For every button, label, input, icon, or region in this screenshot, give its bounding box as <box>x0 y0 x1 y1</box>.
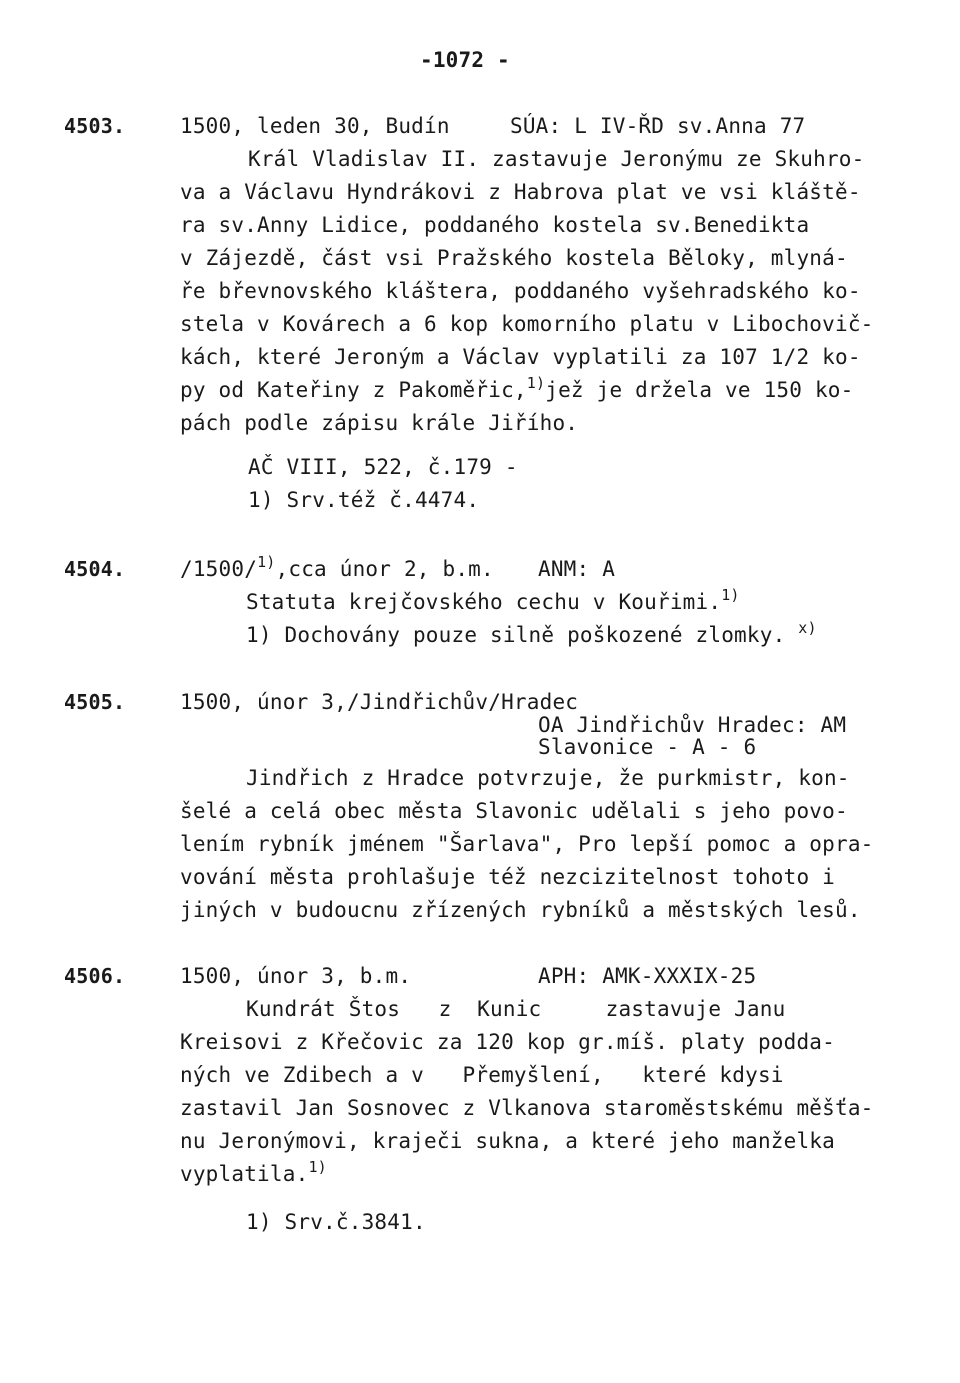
footnote-mark: 1) <box>257 553 276 571</box>
entry-number: 4506. <box>64 964 126 988</box>
entry-text-line-with-footnote <box>246 586 740 621</box>
entry-text: py od Kateřiny z Pakoměřic, <box>180 378 527 402</box>
page-number: -1072 - <box>420 48 510 72</box>
entry-text-line: jiných v budoucnu zřízených rybníků a městských lesů. <box>180 898 861 922</box>
entry-text-line: pách podle zápisu krále Jiřího. <box>180 411 579 435</box>
footnote: 1) Srv.č.3841. <box>246 1210 426 1234</box>
footnote-text: 1) Dochovány pouze silně poškozené zlomky. <box>246 623 786 647</box>
entry-number: 4505. <box>64 690 126 714</box>
entry-heading: 1500, únor 3, b.m. <box>180 964 412 988</box>
footnote: 1) Srv.též č.4474. <box>248 488 480 512</box>
entry-text-line-with-footnote <box>180 374 853 409</box>
entry-heading: 1500, únor 3,/Jindřichův/Hradec <box>180 690 579 714</box>
entry-text-line: lením rybník jménem "Šarlava", Pro lepší pomoc a opra- <box>180 832 874 856</box>
entry-text-line: kách, které Jeroným a Václav vyplatili za 107 1/2 ko- <box>180 345 861 369</box>
footnote <box>246 619 817 654</box>
entry-text: vyplatila. <box>180 1162 309 1186</box>
entry-text-line: ra sv.Anny Lidice, poddaného kostela sv.Benedikta <box>180 213 810 237</box>
entry-text-line: šelé a celá obec města Slavonic udělali s jeho povo- <box>180 799 848 823</box>
footnote-mark: 1) <box>721 586 740 604</box>
entry-text-line: va a Václavu Hyndrákovi z Habrova plat ve vsi kláště- <box>180 180 861 204</box>
entry-text-line: zastavil Jan Sosnovec z Vlkanova staroměstskému měšťa- <box>180 1096 874 1120</box>
entry-text-line-with-footnote <box>180 1158 327 1193</box>
entry-text-line: Jindřich z Hradce potvrzuje, že purkmistr, kon- <box>246 766 850 790</box>
entry-text-line: Kundrát Štos z Kunic zastavuje Janu <box>246 997 786 1021</box>
entry-text-line: vování města prohlašuje též nezcizitelnost tohoto i <box>180 865 835 889</box>
archive-reference: ANM: A <box>538 557 616 581</box>
archive-reference: Slavonice - A - 6 <box>538 735 757 759</box>
entry-heading: 1500, leden 30, Budín <box>180 114 450 138</box>
entry-text-line: ných ve Zdibech a v Přemyšlení, které kdysi <box>180 1063 784 1087</box>
entry-text: Statuta krejčovského cechu v Kouřimi. <box>246 590 722 614</box>
entry-text-line: Král Vladislav II. zastavuje Jeronýmu ze Skuhro- <box>248 147 865 171</box>
footnote-mark: 1) <box>526 374 546 392</box>
heading-place: ,cca únor 2, b.m. <box>275 557 494 581</box>
entry-text-line: stela v Kovárech a 6 kop komorního platu v Libochovič- <box>180 312 874 336</box>
entry-number: 4504. <box>64 557 126 581</box>
archive-reference: SÚA: L IV-ŘD sv.Anna 77 <box>510 114 806 138</box>
entry-text-line: Kreisovi z Křečovic za 120 kop gr.míš. platy podda- <box>180 1030 835 1054</box>
entry-text: jež je držela ve 150 ko- <box>545 378 854 402</box>
source-reference: AČ VIII, 522, č.179 - <box>248 455 518 479</box>
entry-number: 4503. <box>64 114 126 138</box>
entry-text-line: v Zájezdě, část vsi Pražského kostela Běloky, mlyná- <box>180 246 848 270</box>
heading-date: /1500/ <box>180 557 258 581</box>
entry-text-line: nu Jeronýmovi, kraječi sukna, a které jeho manželka <box>180 1129 835 1153</box>
archive-reference: OA Jindřichův Hradec: AM <box>538 713 847 737</box>
entry-heading <box>180 553 494 588</box>
footnote-mark: 1) <box>308 1158 327 1176</box>
entry-text-line: ře břevnovského kláštera, poddaného vyšehradského ko- <box>180 279 861 303</box>
archive-reference: APH: AMK-XXXIX-25 <box>538 964 757 988</box>
footnote-mark: x) <box>798 619 817 637</box>
